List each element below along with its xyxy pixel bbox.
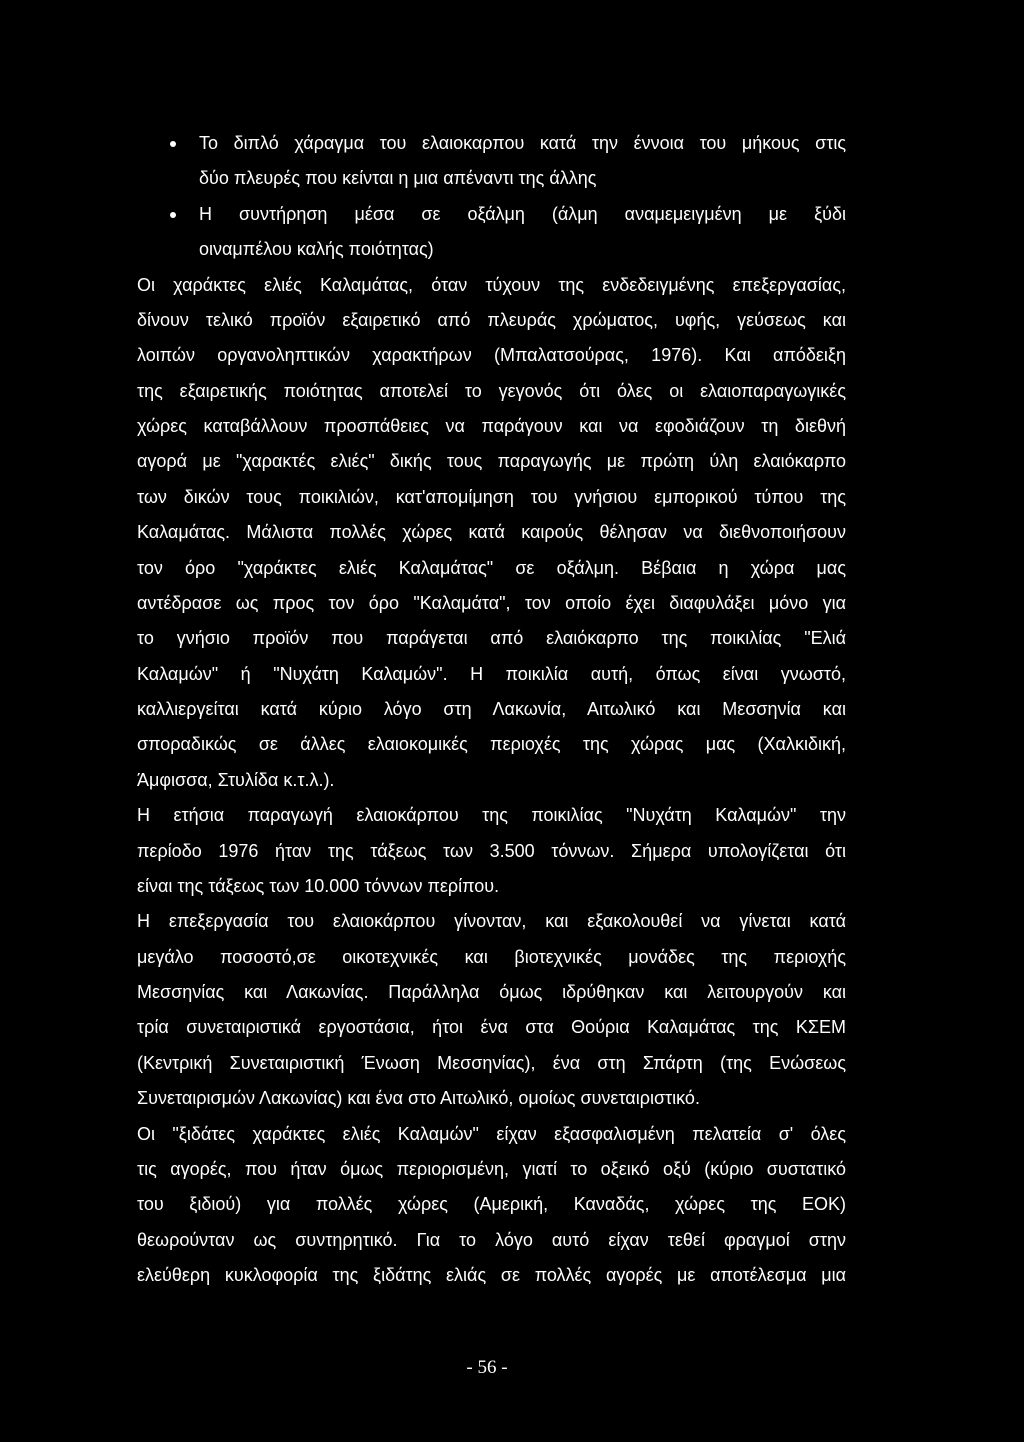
- paragraph-3-line: μεγάλο ποσοστό,σε οικοτεχνικές και βιοτεχνικές μονάδες της περιοχής: [137, 946, 846, 967]
- bullet-text: δύο πλευρές που κείνται η μια απέναντι της άλλης: [199, 168, 597, 189]
- paragraph-4-line: τις αγορές, που ήταν όμως περιορισμένη, γιατί το οξεικό οξύ (κύριο συστατικό: [137, 1158, 846, 1179]
- bullet-icon: [170, 141, 176, 147]
- paragraph-1-line: αντέδρασε ως προς τον όρο "Καλαμάτα", τον οποίο έχει διαφυλάξει μόνο για: [137, 592, 846, 613]
- paragraph-2-line: είναι της τάξεως των 10.000 τόννων περίπου.: [137, 875, 500, 896]
- paragraph-2-line: Η ετήσια παραγωγή ελαιοκάρπου της ποικιλίας "Νυχάτη Καλαμών" την: [137, 805, 846, 826]
- bullet-text: Το διπλό χάραγμα του ελαιοκαρπου κατά την έννοια του μήκους στις: [199, 133, 846, 153]
- paragraph-1-line: καλλιεργείται κατά κύριο λόγο στη Λακωνία, Αιτωλικό και Μεσσηνία και: [137, 699, 846, 719]
- paragraph-1-line: Οι χαράκτες ελιές Καλαμάτας, όταν τύχουν της ενδεδειγμένης επεξεργασίας,: [137, 274, 846, 295]
- bullet-item-2-line-1: [137, 197, 846, 232]
- paragraph-4-line: Οι "ξιδάτες χαράκτες ελιές Καλαμών" είχαν εξασφαλισμένη πελατεία σ' όλες: [137, 1123, 846, 1144]
- paragraph-1-line: των δικών τους ποικιλιών, κατ'απομίμηση του γνήσιου εμπορικού τύπου της: [137, 486, 846, 507]
- body-text: [137, 126, 846, 1293]
- paragraph-4-line: θεωρούνταν ως συντηρητικό. Για το λόγο αυτό είχαν τεθεί φραγμοί στην: [137, 1229, 846, 1250]
- paragraph-1-line: τον όρο "χαράκτες ελιές Καλαμάτας" σε οξάλμη. Βέβαια η χώρα μας: [137, 557, 846, 578]
- bullet-text: Η συντήρηση μέσα σε οξάλμη (άλμη αναμεμειγμένη με ξύδι: [199, 203, 846, 224]
- paragraph-4-line: του ξιδιού) για πολλές χώρες (Αμερική, Καναδάς, χώρες της ΕΟΚ): [137, 1194, 846, 1215]
- bullet-item-1-line-2: [137, 161, 846, 196]
- bullet-item-2-line-2: [137, 232, 846, 267]
- paragraph-1-line: το γνήσιο προϊόν που παράγεται από ελαιόκαρπο της ποικιλίας "Ελιά: [137, 628, 846, 649]
- paragraph-1-line: δίνουν τελικό προϊόν εξαιρετικό από πλευράς χρώματος, υφής, γεύσεως και: [137, 309, 846, 330]
- paragraph-3-line: Μεσσηνίας και Λακωνίας. Παράλληλα όμως ιδρύθηκαν και λειτουργούν και: [137, 982, 846, 1002]
- paragraph-1-line: αγορά με "χαρακτές ελιές" δικής τους παραγωγής με πρώτη ύλη ελαιόκαρπο: [137, 451, 846, 472]
- bullet-item-1-line-1: [137, 126, 846, 161]
- bullet-text: οιναμπέλου καλής ποιότητας): [199, 239, 434, 260]
- paragraph-3-line: (Κεντρική Συνεταιριστική Ένωση Μεσσηνίας), ένα στη Σπάρτη (της Ενώσεως: [137, 1052, 846, 1073]
- bullet-icon: [170, 212, 176, 218]
- paragraph-1-line: Άμφισσα, Στυλίδα κ.τ.λ.).: [137, 769, 335, 790]
- paragraph-3-line: Συνεταιρισμών Λακωνίας) και ένα στο Αιτωλικό, ομοίως συνεταιριστικό.: [137, 1088, 700, 1109]
- paragraph-1-line: Καλαμών" ή "Νυχάτη Καλαμών". Η ποικιλία αυτή, όπως είναι γνωστό,: [137, 663, 846, 684]
- paragraph-3-line: τρία συνεταιριστικά εργοστάσια, ήτοι ένα στα Θούρια Καλαμάτας της ΚΣΕΜ: [137, 1017, 846, 1038]
- page-number: - 56 -: [466, 1357, 508, 1378]
- paragraph-1-line: της εξαιρετικής ποιότητας αποτελεί το γεγονός ότι όλες οι ελαιοπαραγωγικές: [137, 380, 846, 401]
- paragraph-3-line: Η επεξεργασία του ελαιοκάρπου γίνονταν, και εξακολουθεί να γίνεται κατά: [137, 911, 846, 932]
- paragraph-1-line: Καλαμάτας. Μάλιστα πολλές χώρες κατά καιρούς θέλησαν να διεθνοποιήσουν: [137, 522, 846, 543]
- paragraph-1-line: χώρες καταβάλλουν προσπάθειες να παράγουν και να εφοδιάζουν τη διεθνή: [137, 416, 846, 436]
- paragraph-1-line: σποραδικώς σε άλλες ελαιοκομικές περιοχές της χώρας μας (Χαλκιδική,: [137, 734, 846, 755]
- paragraph-2-line: περίοδο 1976 ήταν της τάξεως των 3.500 τόννων. Σήμερα υπολογίζεται ότι: [137, 840, 846, 861]
- paragraph-4-line: ελεύθερη κυκλοφορία της ξιδάτης ελιάς σε πολλές αγορές με αποτέλεσμα μια: [137, 1265, 846, 1285]
- paragraph-1-line: λοιπών οργανοληπτικών χαρακτήρων (Μπαλατσούρας, 1976). Και απόδειξη: [137, 345, 846, 366]
